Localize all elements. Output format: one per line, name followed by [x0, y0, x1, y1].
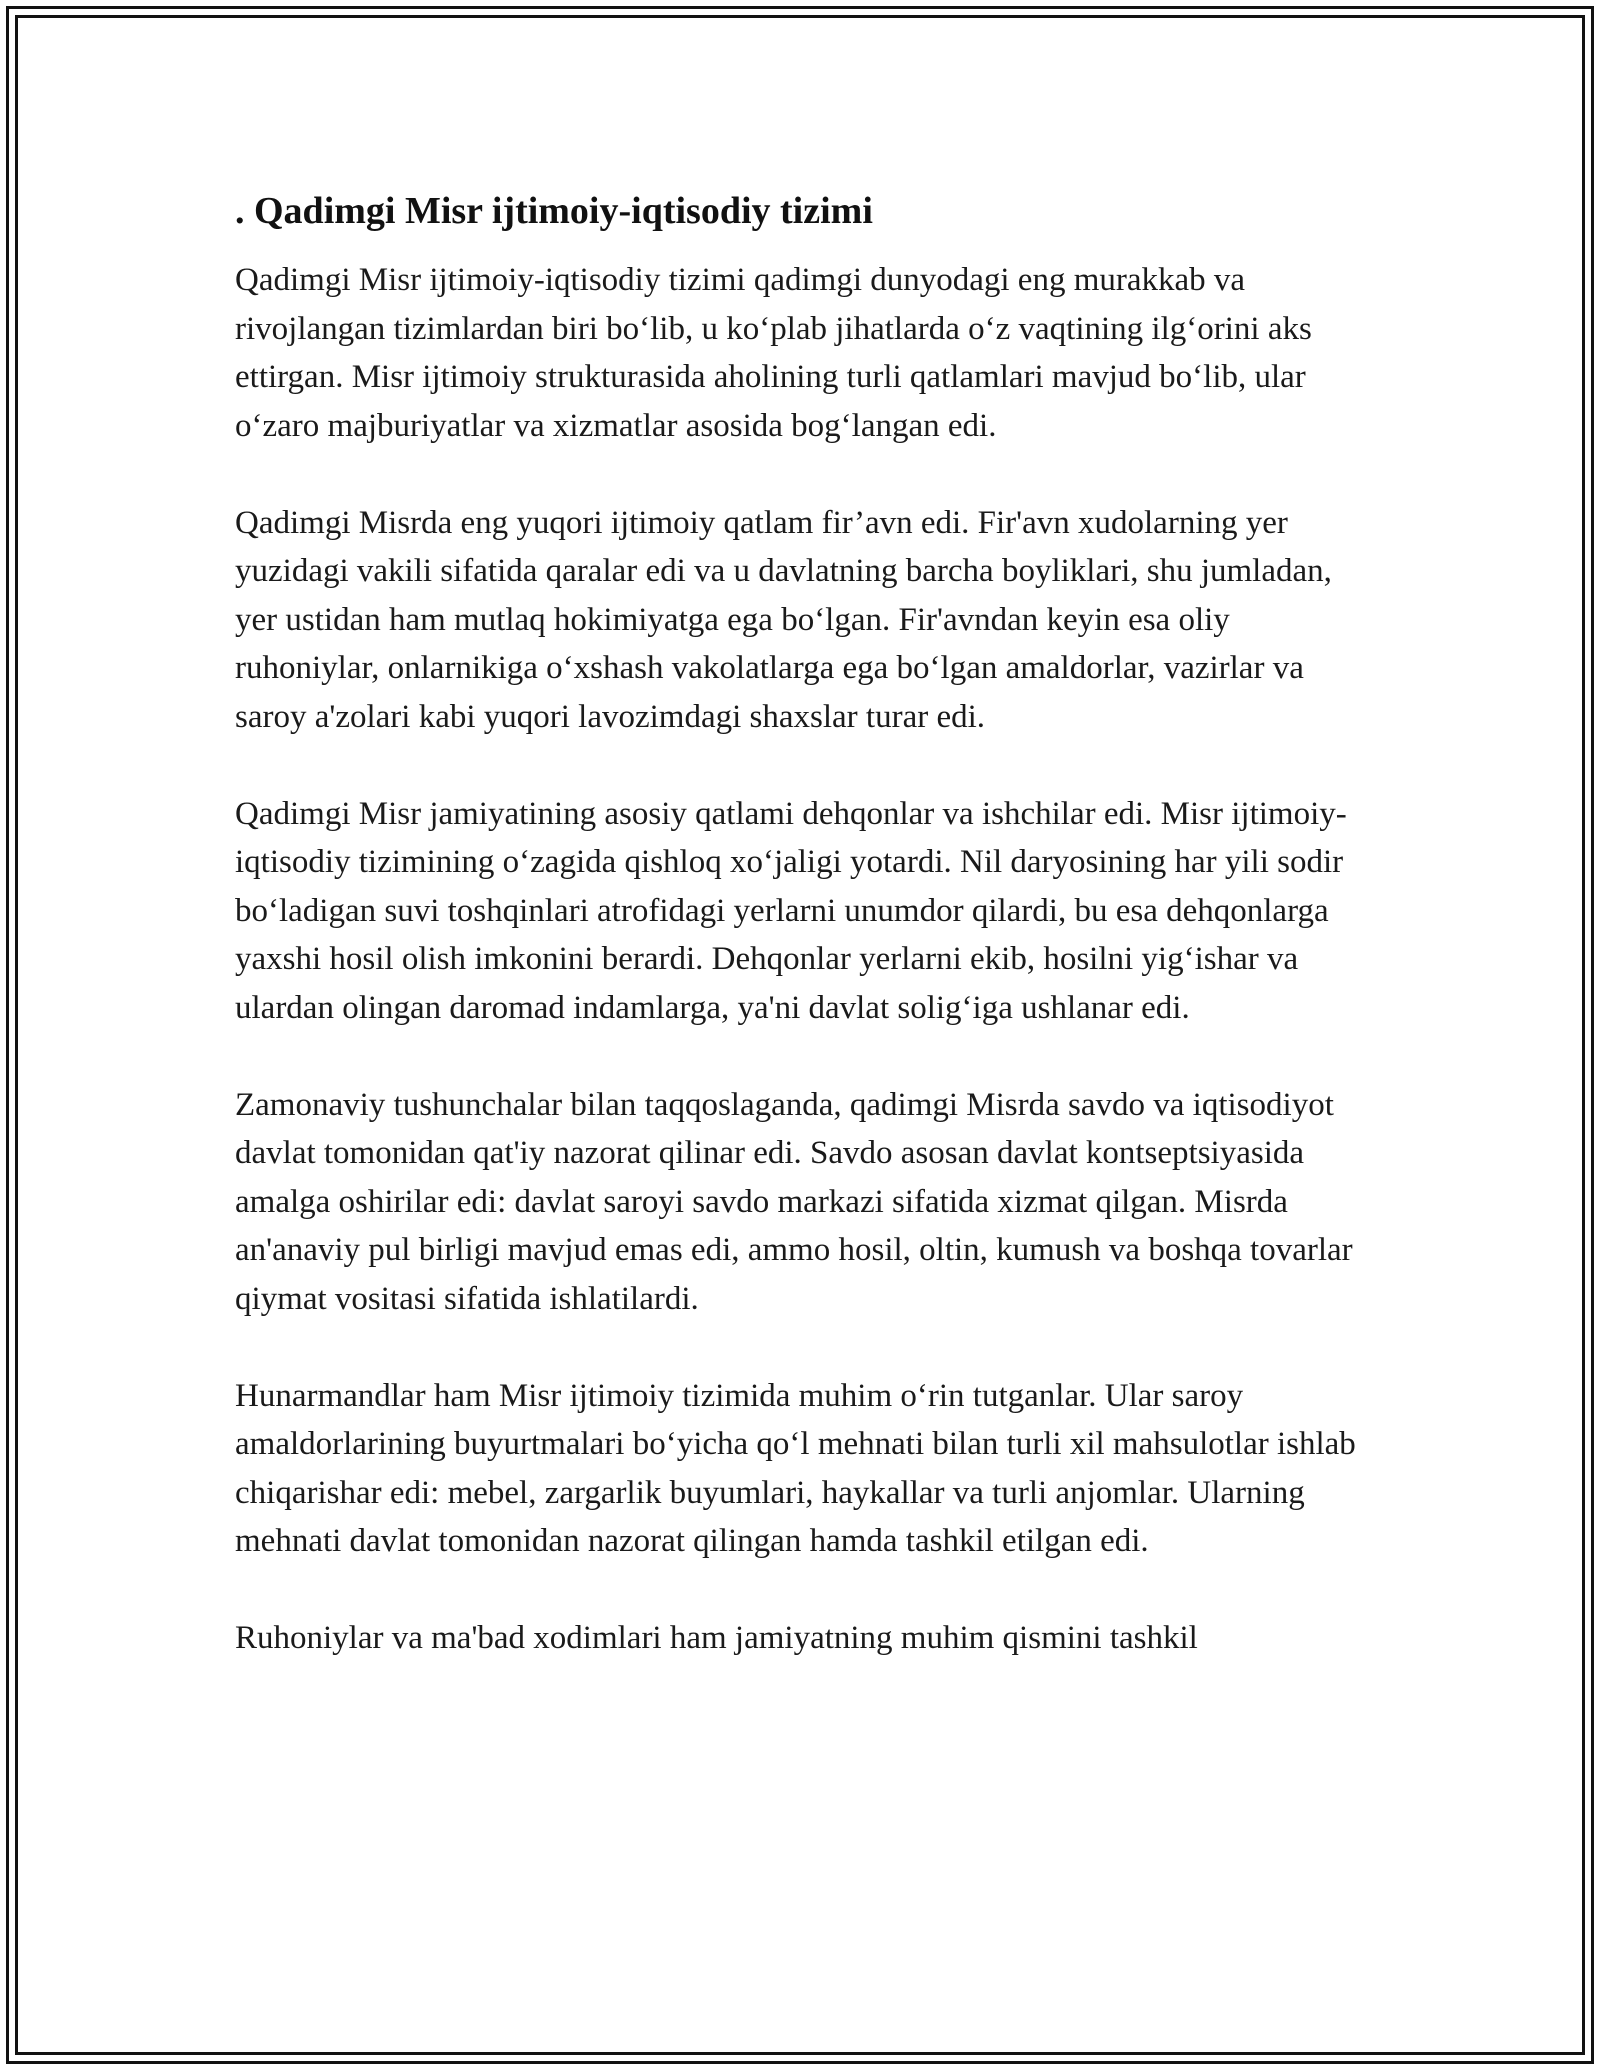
paragraph-2: Qadimgi Misrda eng yuqori ijtimoiy qatlam fir’avn edi. Fir'avn xudolarning yer yuzidagi vakili sifatida qaralar edi va u davlatning barcha boyliklari, shu jumladan, yer ustidan ham mutlaq hokimiyatga ega boʻlgan. Fir'avndan keyin esa oliy ruhoniylar, onlarnikiga oʻxshash vakolatlarga ega boʻlgan amaldorlar, vazirlar va saroy a'zolari kabi yuqori lavozimdagi shaxslar turar edi. [235, 504, 1332, 735]
document-body [235, 186, 1365, 1663]
paragraph-6: Ruhoniylar va ma'bad xodimlari ham jamiyatning muhim qismini tashkil [235, 1620, 1198, 1656]
paragraph-3: Qadimgi Misr jamiyatining asosiy qatlami dehqonlar va ishchilar edi. Misr ijtimoiy-iqtisodiy tizimining oʻzagida qishloq xoʻjaligi yotardi. Nil daryosining har yili sodir boʻladigan suvi toshqinlari atrofidagi yerlarni unumdor qilardi, bu esa dehqonlarga yaxshi hosil olish imkonini berardi. Dehqonlar yerlarni ekib, hosilni yigʻishar va ulardan olingan daromad indamlarga, ya'ni davlat soligʻiga ushlanar edi. [235, 795, 1347, 1026]
paragraph-4: Zamonaviy tushunchalar bilan taqqoslaganda, qadimgi Misrda savdo va iqtisodiyot davlat tomonidan qat'iy nazorat qilinar edi. Savdo asosan davlat kontseptsiyasida amalga oshirilar edi: davlat saroyi savdo markazi sifatida xizmat qilgan. Misrda an'anaviy pul birligi mavjud emas edi, ammo hosil, oltin, kumush va boshqa tovarlar qiymat vositasi sifatida ishlatilardi. [235, 1086, 1353, 1317]
document-title: . Qadimgi Misr ijtimoiy-iqtisodiy tizimi [235, 190, 873, 232]
paragraph-1: Qadimgi Misr ijtimoiy-iqtisodiy tizimi qadimgi dunyodagi eng murakkab va rivojlangan tizimlardan biri boʻlib, u koʻplab jihatlarda oʻz vaqtining ilgʻorini aks ettirgan. Misr ijtimoiy strukturasida aholining turli qatlamlari mavjud boʻlib, ular oʻzaro majburiyatlar va xizmatlar asosida bogʻlangan edi. [235, 262, 1312, 444]
paragraph-5: Hunarmandlar ham Misr ijtimoiy tizimida muhim oʻrin tutganlar. Ular saroy amaldorlarining buyurtmalari boʻyicha qoʻl mehnati bilan turli xil mahsulotlar ishlab chiqarishar edi: mebel, zargarlik buyumlari, haykallar va turli anjomlar. Ularning mehnati davlat tomonidan nazorat qilingan hamda tashkil etilgan edi. [235, 1377, 1356, 1559]
